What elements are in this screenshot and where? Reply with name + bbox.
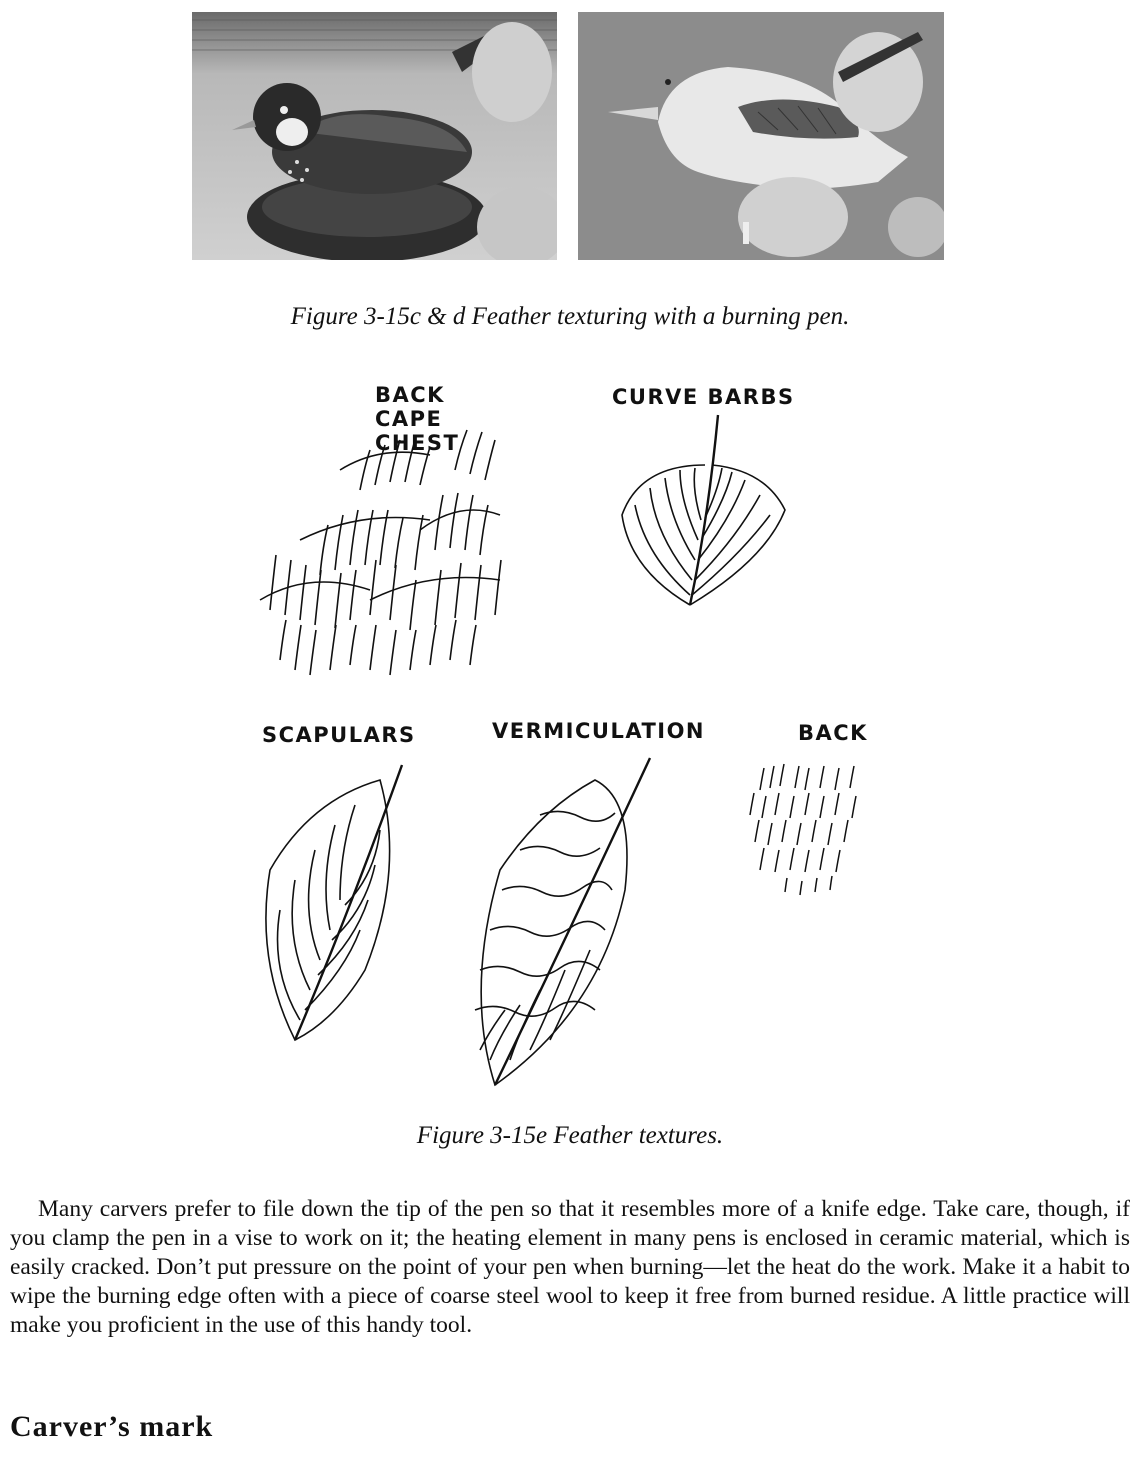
figure-caption-textures: Figure 3-15e Feather textures. bbox=[416, 1122, 724, 1149]
body-paragraph: Many carvers prefer to file down the tip of the pen so that it resembles more of a knife edge. Take care, though, if you clamp the pen in a vise to work on it; the heating element in many pens is enclosed in ceramic material, which is easily cracked. Don’t put pressure on the point of your pen when burning—let the heat do the work. Make it a habit to wipe the burning edge often with a piece of coarse steel wool to keep it free from burned residue. A little practice will make you proficient in the use of this handy tool. bbox=[10, 1196, 1130, 1338]
figure-caption-photos: Figure 3-15c & d Feather texturing with a burning pen. bbox=[290, 303, 850, 330]
label-cape: CAPE bbox=[375, 407, 443, 431]
back-texture-small bbox=[750, 764, 856, 895]
back-cape-chest-texture bbox=[260, 430, 501, 675]
carved-duck-photo bbox=[192, 12, 557, 260]
figure-photos bbox=[192, 12, 944, 260]
label-back: BACK bbox=[375, 383, 445, 407]
label-curve-barbs: CURVE BARBS bbox=[612, 385, 795, 409]
label-scapulars: SCAPULARS bbox=[262, 723, 416, 747]
vermiculation-feather bbox=[475, 758, 650, 1085]
label-chest: CHEST bbox=[375, 431, 460, 455]
section-heading: Carver’s mark bbox=[10, 1410, 214, 1443]
label-back-small: BACK bbox=[798, 721, 868, 745]
label-vermiculation: VERMICULATION bbox=[492, 719, 706, 743]
scapulars-feather bbox=[266, 765, 402, 1040]
feather-textures-drawing bbox=[240, 370, 900, 1090]
curve-barbs-feather bbox=[622, 415, 785, 605]
carved-bird-photo bbox=[578, 12, 944, 260]
